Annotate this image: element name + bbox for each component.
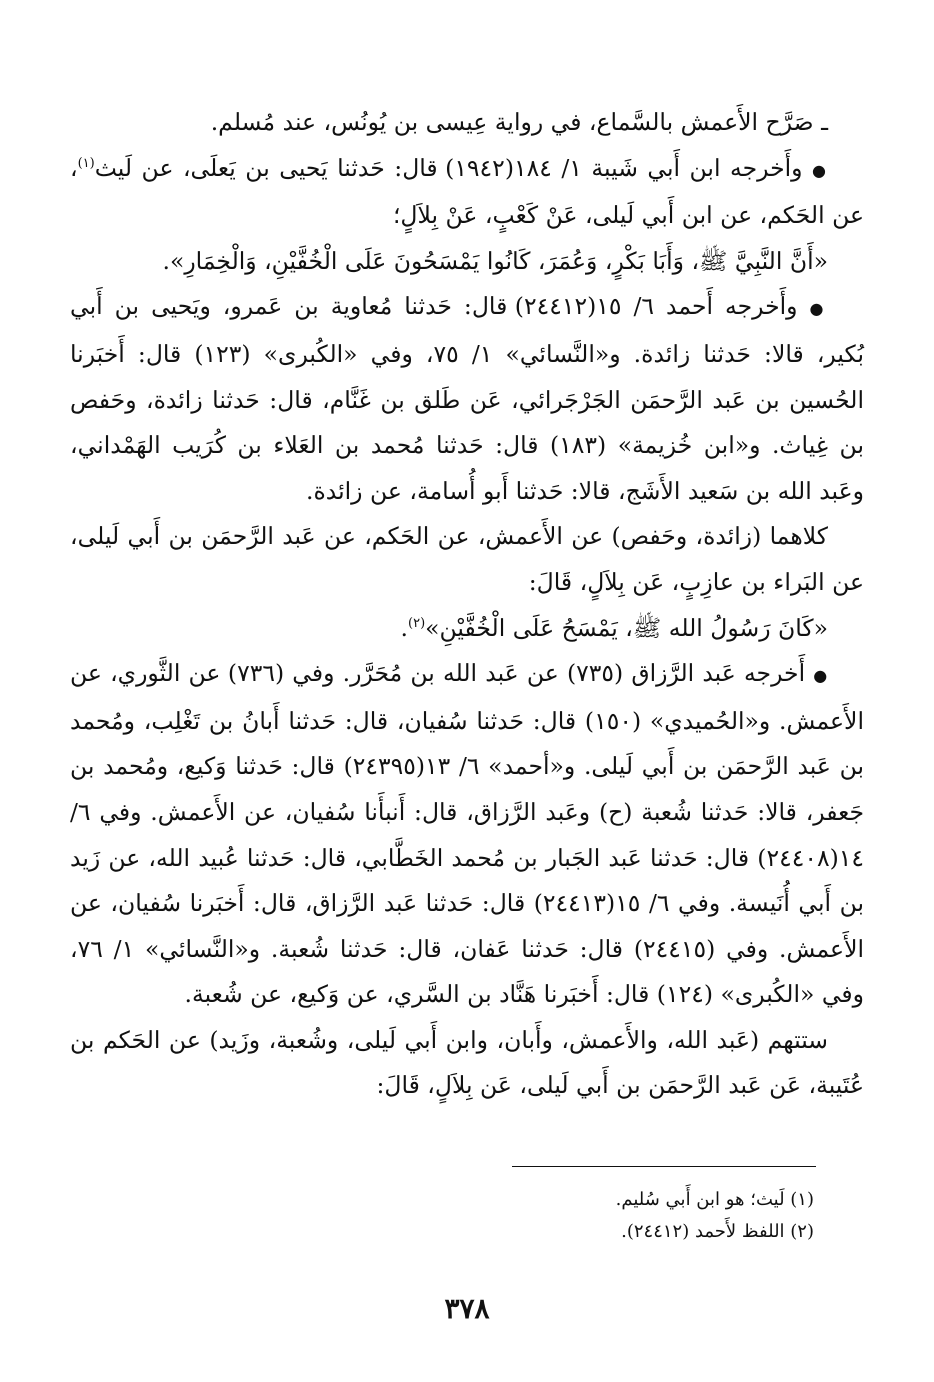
paragraph-8 bbox=[70, 1018, 864, 1109]
bullet-icon: ● bbox=[813, 666, 828, 686]
footnote-ref-1[interactable]: (١) bbox=[77, 155, 95, 171]
hadith-text: «كَانَ رَسُولُ الله ﷺ، يَمْسَحُ عَلَى الْخُفَّيْنِ» bbox=[425, 613, 828, 642]
paragraph-text: وأَخرجه ابن أَبي شَيبة ١/ ١٨٤(١٩٤٢) قال: حَدثنا يَحيى بن يَعلَى، عن لَيث bbox=[94, 153, 803, 182]
paragraph-1 bbox=[70, 100, 864, 146]
paragraph-text: ستتهم (عَبد الله، والأَعمش، وأَبان، وابن أَبي لَيلى، وشُعبة، وزَيد) عن الحَكم بن عُتَيبة، عَن عَبد الرَّحمَن بن أَبي لَيلى، عَن بِلاَلٍ، قَالَ: bbox=[70, 1025, 864, 1100]
footnote-ref-2[interactable]: (٢) bbox=[408, 615, 426, 631]
paragraph-7 bbox=[70, 651, 864, 1018]
paragraph-5 bbox=[70, 514, 864, 605]
main-text bbox=[70, 100, 864, 1109]
hadith-text: «أَنَّ النَّبِيَّ ﷺ، وَأَبَا بَكْرٍ، وَعُمَرَ، كَانُوا يَمْسَحُونَ عَلَى الْخُفَّيْنِ، وَالْخِمَارِ». bbox=[162, 246, 828, 275]
paragraph-2 bbox=[70, 146, 864, 239]
footnote-1: (١) لَيث؛ هو ابن أَبي سُليم. bbox=[615, 1189, 814, 1210]
bullet-icon: ● bbox=[809, 299, 828, 319]
paragraph-4 bbox=[70, 284, 864, 514]
paragraph-text: أَخرجه عَبد الرَّزاق (٧٣٥) عن عَبد الله بن مُحَرَّر. وفي (٧٣٦) عن الثَّوري، عن الأَعمش. و«الحُميدي» (١٥٠) قال: حَدثنا سُفيان، قال: حَدثنا أَبانُ بن تَغْلِب، ومُحمد بن عَبد الرَّحمَن بن أَبي لَيلى. و«أحمد» ٦/ ١٣(٢٤٣٩٥) قال: حَدثنا وَكيع، ومُحمد بن جَعفر، قالا: حَدثنا شُعبة (ح) وعَبد الرَّزاق، قال: أَنبأَنا سُفيان، عن الأَعمش. وفي ٦/ ١٤(٢٤٤٠٨) قال: حَدثنا عَبد الجَبار بن مُحمد الخَطَّابي، قال: حَدثنا عُبيد الله، عن زَيد بن أَبي أُنَيسة. وفي ٦/ ١٥(٢٤٤١٣) قال: حَدثنا عَبد الرَّزاق، قال: أَخبَرنا سُفيان، عن الأَعمش. وفي (٢٤٤١٥) قال: حَدثنا عَفان، قال: حَدثنا شُعبة. و«النَّسائي» ١/ ٧٦، وفي «الكُبرى» (١٢٤) قال: أَخبَرنا هَنَّاد بن السَّري، عن وَكيع، عن شُعبة. bbox=[70, 659, 865, 1009]
footnotes bbox=[70, 1184, 814, 1248]
paragraph-3 bbox=[70, 239, 864, 285]
paragraph-text-cont: ، عن الحَكم، عن ابن أَبي لَيلى، عَنْ كَعْبٍ، عَنْ بِلاَلٍ؛ bbox=[70, 153, 864, 230]
bullet-icon: ● bbox=[812, 160, 829, 180]
paragraph-text: وأَخرجه أَحمد ٦/ ١٥(٢٤٤١٢) قال: حَدثنا مُعاوية بن عَمرو، ويَحيى بن أَبي بُكير، قالا: حَدثنا زائدة. و«النَّسائي» ١/ ٧٥، وفي «الكُبرى» (١٢٣) قال: أَخبَرنا الحُسين بن عَبد الرَّحمَن الجَرْجَرائي، عَن طَلق بن غَنَّام، قال: حَدثنا زائدة، وحَفص بن غِياث. و«ابن خُزيمة» (١٨٣) قال: حَدثنا مُحمد بن العَلاء بن كُرَيب الهَمْداني، وعَبد الله بن سَعيد الأَشَج، قالا: حَدثنا أَبو أُسامة، عن زائدة. bbox=[70, 292, 865, 505]
footnote-2: (٢) اللفظ لأَحمد (٢٤٤١٢). bbox=[621, 1221, 814, 1242]
paragraph-6 bbox=[70, 606, 864, 652]
page-number: ٣٧٨ bbox=[444, 1292, 490, 1325]
paragraph-text: كلاهما (زائدة، وحَفص) عن الأَعمش، عن الحَكم، عن عَبد الرَّحمَن بن أَبي لَيلى، عن البَراء بن عازِبٍ، عَن بِلاَلٍ، قَالَ: bbox=[70, 522, 864, 596]
paragraph-text-cont: . bbox=[400, 613, 408, 642]
footnote-divider bbox=[512, 1166, 816, 1167]
paragraph-text: ـ صَرَّح الأَعمش بالسَّماع، في رواية عِيسى بن يُونُس، عند مُسلم. bbox=[210, 108, 828, 136]
